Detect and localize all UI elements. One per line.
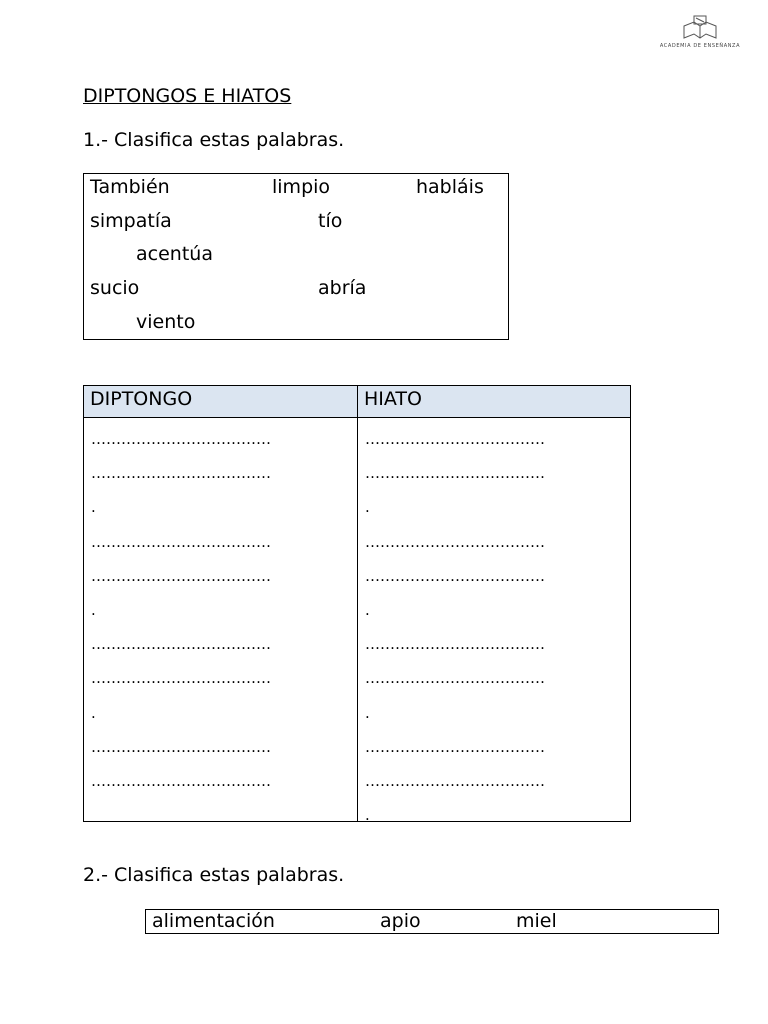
dotted-line: ……………………………… bbox=[365, 464, 545, 483]
dotted-line: ……………………………… bbox=[91, 464, 271, 483]
dotted-line: . bbox=[91, 703, 96, 722]
word: limpio bbox=[272, 176, 331, 198]
book-logo-icon bbox=[682, 14, 718, 42]
question-2: 2.- Clasifica estas palabras. bbox=[83, 864, 345, 886]
dotted-line: ……………………………… bbox=[365, 532, 545, 551]
question-1: 1.- Clasifica estas palabras. bbox=[83, 129, 345, 151]
logo-text: ACADEMIA DE ENSEÑANZA bbox=[659, 43, 741, 49]
word: apio bbox=[380, 910, 421, 932]
dotted-line: ……………………………… bbox=[91, 635, 271, 654]
header-diptongo: DIPTONGO bbox=[84, 386, 357, 418]
dotted-line: ……………………………… bbox=[365, 771, 545, 790]
hiato-column bbox=[358, 386, 630, 825]
diptongo-column bbox=[84, 386, 358, 821]
dotted-line: ……………………………… bbox=[91, 771, 271, 790]
dotted-line: ……………………………… bbox=[91, 566, 271, 585]
dotted-line: . bbox=[365, 703, 370, 722]
dotted-line: ……………………………… bbox=[365, 669, 545, 688]
dotted-line: . bbox=[365, 600, 370, 619]
word: alimentación bbox=[152, 910, 275, 932]
word: miel bbox=[516, 910, 557, 932]
word: acentúa bbox=[136, 243, 213, 265]
word: tío bbox=[318, 210, 343, 232]
dotted-line: ……………………………… bbox=[365, 566, 545, 585]
academy-logo bbox=[650, 14, 750, 58]
word: simpatía bbox=[90, 210, 172, 232]
header-hiato: HIATO bbox=[358, 386, 630, 418]
word: habláis bbox=[416, 176, 484, 198]
dotted-line: ……………………………… bbox=[91, 669, 271, 688]
hiato-answer-lines[interactable] bbox=[358, 418, 630, 832]
word: También bbox=[90, 176, 170, 198]
dotted-line: . bbox=[91, 498, 96, 517]
dotted-line: . bbox=[91, 600, 96, 619]
word: abría bbox=[318, 277, 367, 299]
word: sucio bbox=[90, 277, 140, 299]
dotted-line: . bbox=[365, 806, 370, 825]
dotted-line: ……………………………… bbox=[365, 635, 545, 654]
dotted-line: ……………………………… bbox=[365, 430, 545, 448]
dotted-line: ……………………………… bbox=[91, 430, 271, 448]
word: viento bbox=[136, 311, 196, 333]
word-box-1 bbox=[83, 173, 509, 340]
word-box-2 bbox=[145, 909, 719, 934]
dotted-line: . bbox=[365, 498, 370, 517]
dotted-line: ……………………………… bbox=[91, 737, 271, 756]
page-title: DIPTONGOS E HIATOS bbox=[83, 85, 292, 107]
dotted-line: ……………………………… bbox=[365, 737, 545, 756]
diptongo-answer-lines[interactable] bbox=[84, 418, 357, 798]
dotted-line: ……………………………… bbox=[91, 532, 271, 551]
classification-table bbox=[83, 385, 631, 825]
